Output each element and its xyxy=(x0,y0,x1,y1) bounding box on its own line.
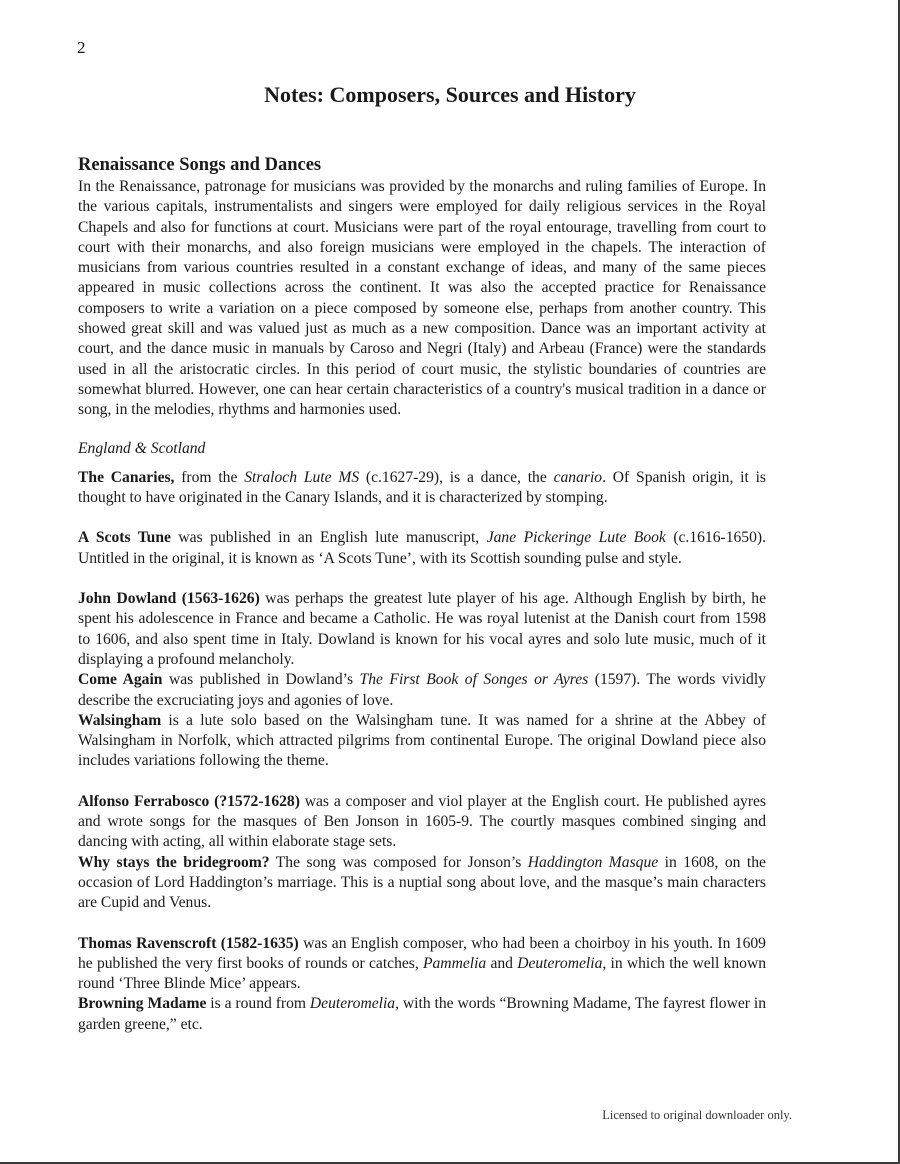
bridegroom-paragraph xyxy=(78,853,766,914)
piece-title: Come Again xyxy=(78,671,163,689)
page-number: 2 xyxy=(77,38,86,57)
piece-title: A Scots Tune xyxy=(78,529,171,547)
dowland-paragraph xyxy=(78,589,766,670)
book-title: Deuteromelia xyxy=(517,954,603,972)
piece-title: Browning Madame xyxy=(78,995,207,1013)
text-run: was published in Dowland’s xyxy=(162,671,360,689)
text-run: is a round from xyxy=(206,995,310,1013)
ferrabosco-paragraph xyxy=(78,792,766,853)
scots-tune-paragraph xyxy=(78,528,766,569)
section-heading: Renaissance Songs and Dances xyxy=(78,155,322,175)
document-body xyxy=(78,154,766,1035)
text-run: (c.1627-29), is a dance, the xyxy=(359,468,554,486)
dance-name: canario xyxy=(553,468,603,486)
text-run: . Of Spanish origin, it is thought to have originated in the Canary Islands, and it is characterized by stomping. xyxy=(78,468,766,507)
subsection-heading: England & Scotland xyxy=(78,439,206,457)
walsingham-paragraph xyxy=(78,711,766,772)
text-run: was a composer and viol player at the English court. He published ayres and wrote songs for the masques of Ben Jonson in 1605-9. The courtly masques combined singing and dancing with acting, all within elaborate stage sets. xyxy=(78,792,767,851)
text-run: was perhaps the greatest lute player of his age. Although English by birth, he spent his adolescence in France and became a Catholic. He was royal lutenist at the Danish court from 1598 to 1606, and also spent time in Italy. Dowland is known for his vocal ayres and solo lute music, much of it displaying a profound melancholy. xyxy=(78,590,766,668)
piece-title: The Canaries, xyxy=(78,468,175,486)
source-title: Straloch Lute MS xyxy=(244,468,360,486)
text-run: was published in an English lute manuscript, xyxy=(170,529,487,547)
text-run: , in which the well known round ‘Three Blinde Mice’ appears. xyxy=(78,954,767,993)
source-title: Haddington Masque xyxy=(527,853,659,871)
ravenscroft-paragraph xyxy=(78,934,766,995)
text-run: and xyxy=(486,954,518,972)
text-run: is a lute solo based on the Walsingham tune. It was named for a shrine at the Abbey of Walsingham in Norfolk, which attracted pilgrims from continental Europe. The original Dowland piece also includes variations following the theme. xyxy=(78,711,766,770)
text-run: The song was composed for Jonson’s xyxy=(269,853,528,871)
composer-name: Alfonso Ferrabosco (?1572-1628) xyxy=(78,792,300,810)
text-run: (1597). The words vividly describe the excruciating joys and agonies of love. xyxy=(78,671,766,709)
text-run: , with the words “Browning Madame, The fayrest flower in garden greene,” etc. xyxy=(78,995,766,1033)
composer-name: John Dowland (1563-1626) xyxy=(78,590,260,608)
canaries-paragraph xyxy=(78,468,766,509)
license-notice: Licensed to original downloader only. xyxy=(602,1108,792,1122)
text-run: in 1608, on the occasion of Lord Haddington’s marriage. This is a nuptial song about love, and the masque’s main characters are Cupid and Venus. xyxy=(78,853,766,912)
browning-madame-paragraph xyxy=(78,994,766,1035)
come-again-paragraph xyxy=(78,670,766,711)
text-run: was an English composer, who had been a choirboy in his youth. In 1609 he published the very first books of rounds or catches, xyxy=(78,934,766,972)
source-title: Deuteromelia xyxy=(309,995,396,1013)
source-title: Jane Pickeringe Lute Book xyxy=(486,529,666,547)
composer-name: Thomas Ravenscroft (1582-1635) xyxy=(78,934,299,952)
text-run: (c.1616-1650). Untitled in the original, it is known as ‘A Scots Tune’, with its Scottish sounding pulse and style. xyxy=(78,529,766,567)
page-title: Notes: Composers, Sources and History xyxy=(264,82,636,107)
piece-title: Walsingham xyxy=(78,711,162,729)
source-title: The First Book of Songes or Ayres xyxy=(359,671,589,689)
book-title: Pammelia xyxy=(422,954,487,972)
intro-paragraph: In the Renaissance, patronage for musicians was provided by the monarchs and ruling families of Europe. In the various capitals, instrumentalists and singers were employed for daily religious services in the Royal Chapels and also for functions at court. Musicians were part of the royal entourage, travelling from court to court with their monarchs, and also foreign musicians were employed in the chapels. The interaction of musicians from various countries resulted in a constant exchange of ideas, and many of the same pieces appeared in music collections across the continent. It was also the accepted practice for Renaissance composers to write a variation on a piece composed by someone else, perhaps from another country. This showed great skill and was valued just as much as a new composition. Dance was an important activity at court, and the dance music in manuals by Caroso and Negri (Italy) and Arbeau (France) were the standards used in all the aristocratic circles. In this period of court music, the stylistic boundaries of countries are somewhat blurred. However, one can hear certain characteristics of a country's musical tradition in a dance or song, in the melodies, rhythms and harmonies used. xyxy=(78,178,766,419)
text-run: from the xyxy=(174,468,245,486)
piece-title: Why stays the bridegroom? xyxy=(78,853,270,871)
